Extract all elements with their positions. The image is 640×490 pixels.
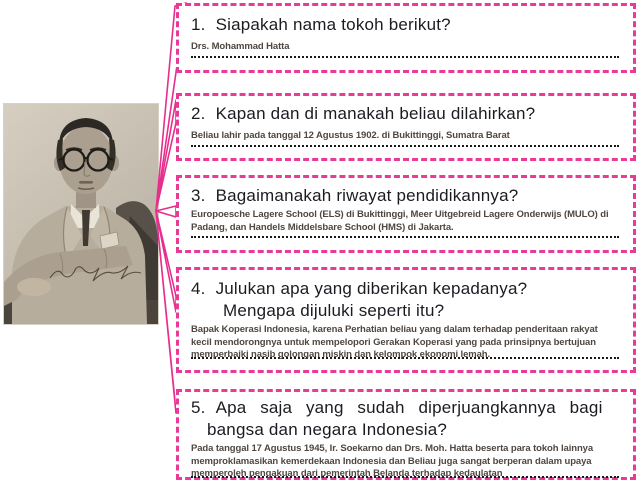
question-box-2 [176, 93, 636, 161]
answer-1: Drs. Mohammad Hatta [191, 41, 290, 52]
question-3 [191, 185, 619, 207]
callout-line-q4 [156, 211, 176, 312]
question-4-text-line1: Julukan apa yang diberikan kepadanya? [215, 279, 528, 298]
question-box-4 [176, 267, 636, 373]
callout-line-q5 [156, 211, 176, 413]
question-1 [191, 14, 619, 36]
question-3-number: 3. [191, 186, 206, 205]
question-4-line1 [191, 278, 619, 300]
answer-1-dotted-line [191, 56, 619, 58]
answer-5: Pada tanggal 17 Agustus 1945, Ir. Soekarno dan Drs. Moh. Hatta beserta para tokoh lainnya memproklamasikan kemerdekaan Indonesia dan Beliau juga sangat berperan dalam upaya memperoleh pengakuan dari pemerintah Belanda terhadap kedaulatan [191, 443, 594, 479]
answer-3: Europoesche Lagere School (ELS) di Bukittinggi, Meer Uitgebreid Lagere Onderwijs (MULO) di Padang, dan Handels Middelsbare School (HMS) di Jakarta. [191, 209, 609, 233]
question-5-text-line1: Apa saja yang sudah diperjuangkannya bagi [215, 398, 603, 417]
answer-3-dotted-line [191, 236, 619, 238]
question-4-number: 4. [191, 279, 206, 298]
answer-2-dotted-line [191, 145, 619, 147]
question-5-line1 [191, 397, 619, 419]
question-box-5 [176, 389, 636, 480]
question-5-number: 5. [191, 398, 206, 417]
question-3-text: Bagaimanakah riwayat pendidikannya? [215, 186, 519, 205]
answer-4: Bapak Koperasi Indonesia, karena Perhatian beliau yang dalam terhadap penderitaan rakyat kecil mendorongnya untuk mempelopori Gerakan Koperasi yang pada prinsipnya bertujuan memperbaiki nasib golongan miskin dan kelompok ekonomi lemah. [191, 324, 598, 360]
question-1-number: 1. [191, 15, 206, 34]
question-2 [191, 103, 619, 125]
callout-line-q3 [156, 206, 176, 217]
question-4-line2: Mengapa dijuluki seperti itu? [223, 301, 445, 320]
question-1-text: Siapakah nama tokoh berikut? [215, 15, 451, 34]
question-5-line2: bangsa dan negara Indonesia? [207, 420, 448, 439]
question-box-1 [176, 3, 636, 73]
question-2-number: 2. [191, 104, 206, 123]
answer-2: Beliau lahir pada tanggal 12 Agustus 1902. di Bukittinggi, Sumatra Barat [191, 130, 510, 141]
question-2-text: Kapan dan di manakah beliau dilahirkan? [215, 104, 536, 123]
question-box-3 [176, 175, 636, 253]
